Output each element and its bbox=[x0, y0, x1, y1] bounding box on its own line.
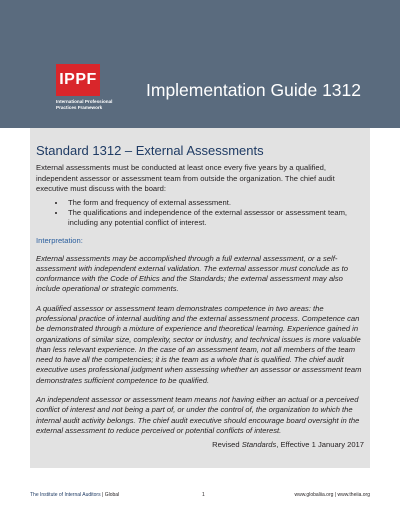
bullet-item: • The qualifications and independence of the external assessor or assessment team, including any potential conflict of interest. bbox=[66, 208, 364, 228]
interpretation-paragraph: A qualified assessor or assessment team demonstrates competence in two areas: the professional practice of internal auditing and the external assessment process. Competence can be demonstrated through a mixture of experience and theoretical learning. Experience gained in organizations of similar size, complexity, sector or industry, and technical issues is more valuable than less relevant experience. In the case of an assessment team, not all members of the team need to have all the competencies; it is the team as a whole that is qualified. The chief audit executive uses professional judgment when assessing whether an assessor or assessment team demonstrates sufficient competence to be qualified. bbox=[36, 303, 362, 385]
bullet-list bbox=[36, 198, 364, 228]
standard-title: Standard 1312 – External Assessments bbox=[36, 143, 264, 158]
bullet-item: • The form and frequency of external assessment. bbox=[66, 198, 364, 208]
interpretation-paragraph: An independent assessor or assessment team means not having either an actual or a perceived conflict of interest and not being a part of, or under the control of, the organization to which the internal audit activity belongs. The chief audit executive should encourage board oversight in the external assessment to reduce perceived or potential conflicts of interest. bbox=[36, 395, 360, 435]
document-title: Implementation Guide 1312 bbox=[146, 80, 361, 100]
footer-org: The Institute of Internal Auditors | Global bbox=[30, 492, 120, 498]
logo-subtitle: International Professional Practices Framework bbox=[56, 99, 113, 110]
page-header bbox=[0, 0, 400, 128]
content-panel bbox=[30, 128, 370, 468]
logo-mark: IPPF bbox=[56, 64, 100, 96]
standard-intro: External assessments must be conducted at least once every five years by a qualified, independent assessor or assessment team from outside the organization. The chief audit executive must discuss with the board: bbox=[36, 163, 335, 193]
ippf-logo bbox=[56, 64, 116, 110]
revised-note: Revised Standards, Effective 1 January 2017 bbox=[212, 440, 364, 450]
interpretation-paragraph: External assessments may be accomplished through a full external assessment, or a self-assessment with independent external validation. The external assessor must conclude as to conformance with the Code of Ethics and the Standards; the external assessment may also include operational or strategic comments. bbox=[36, 253, 348, 294]
footer-websites: www.globaliia.org | www.theiia.org bbox=[294, 492, 370, 498]
interpretation-heading: Interpretation: bbox=[36, 235, 83, 245]
page-number: 1 bbox=[202, 492, 205, 498]
